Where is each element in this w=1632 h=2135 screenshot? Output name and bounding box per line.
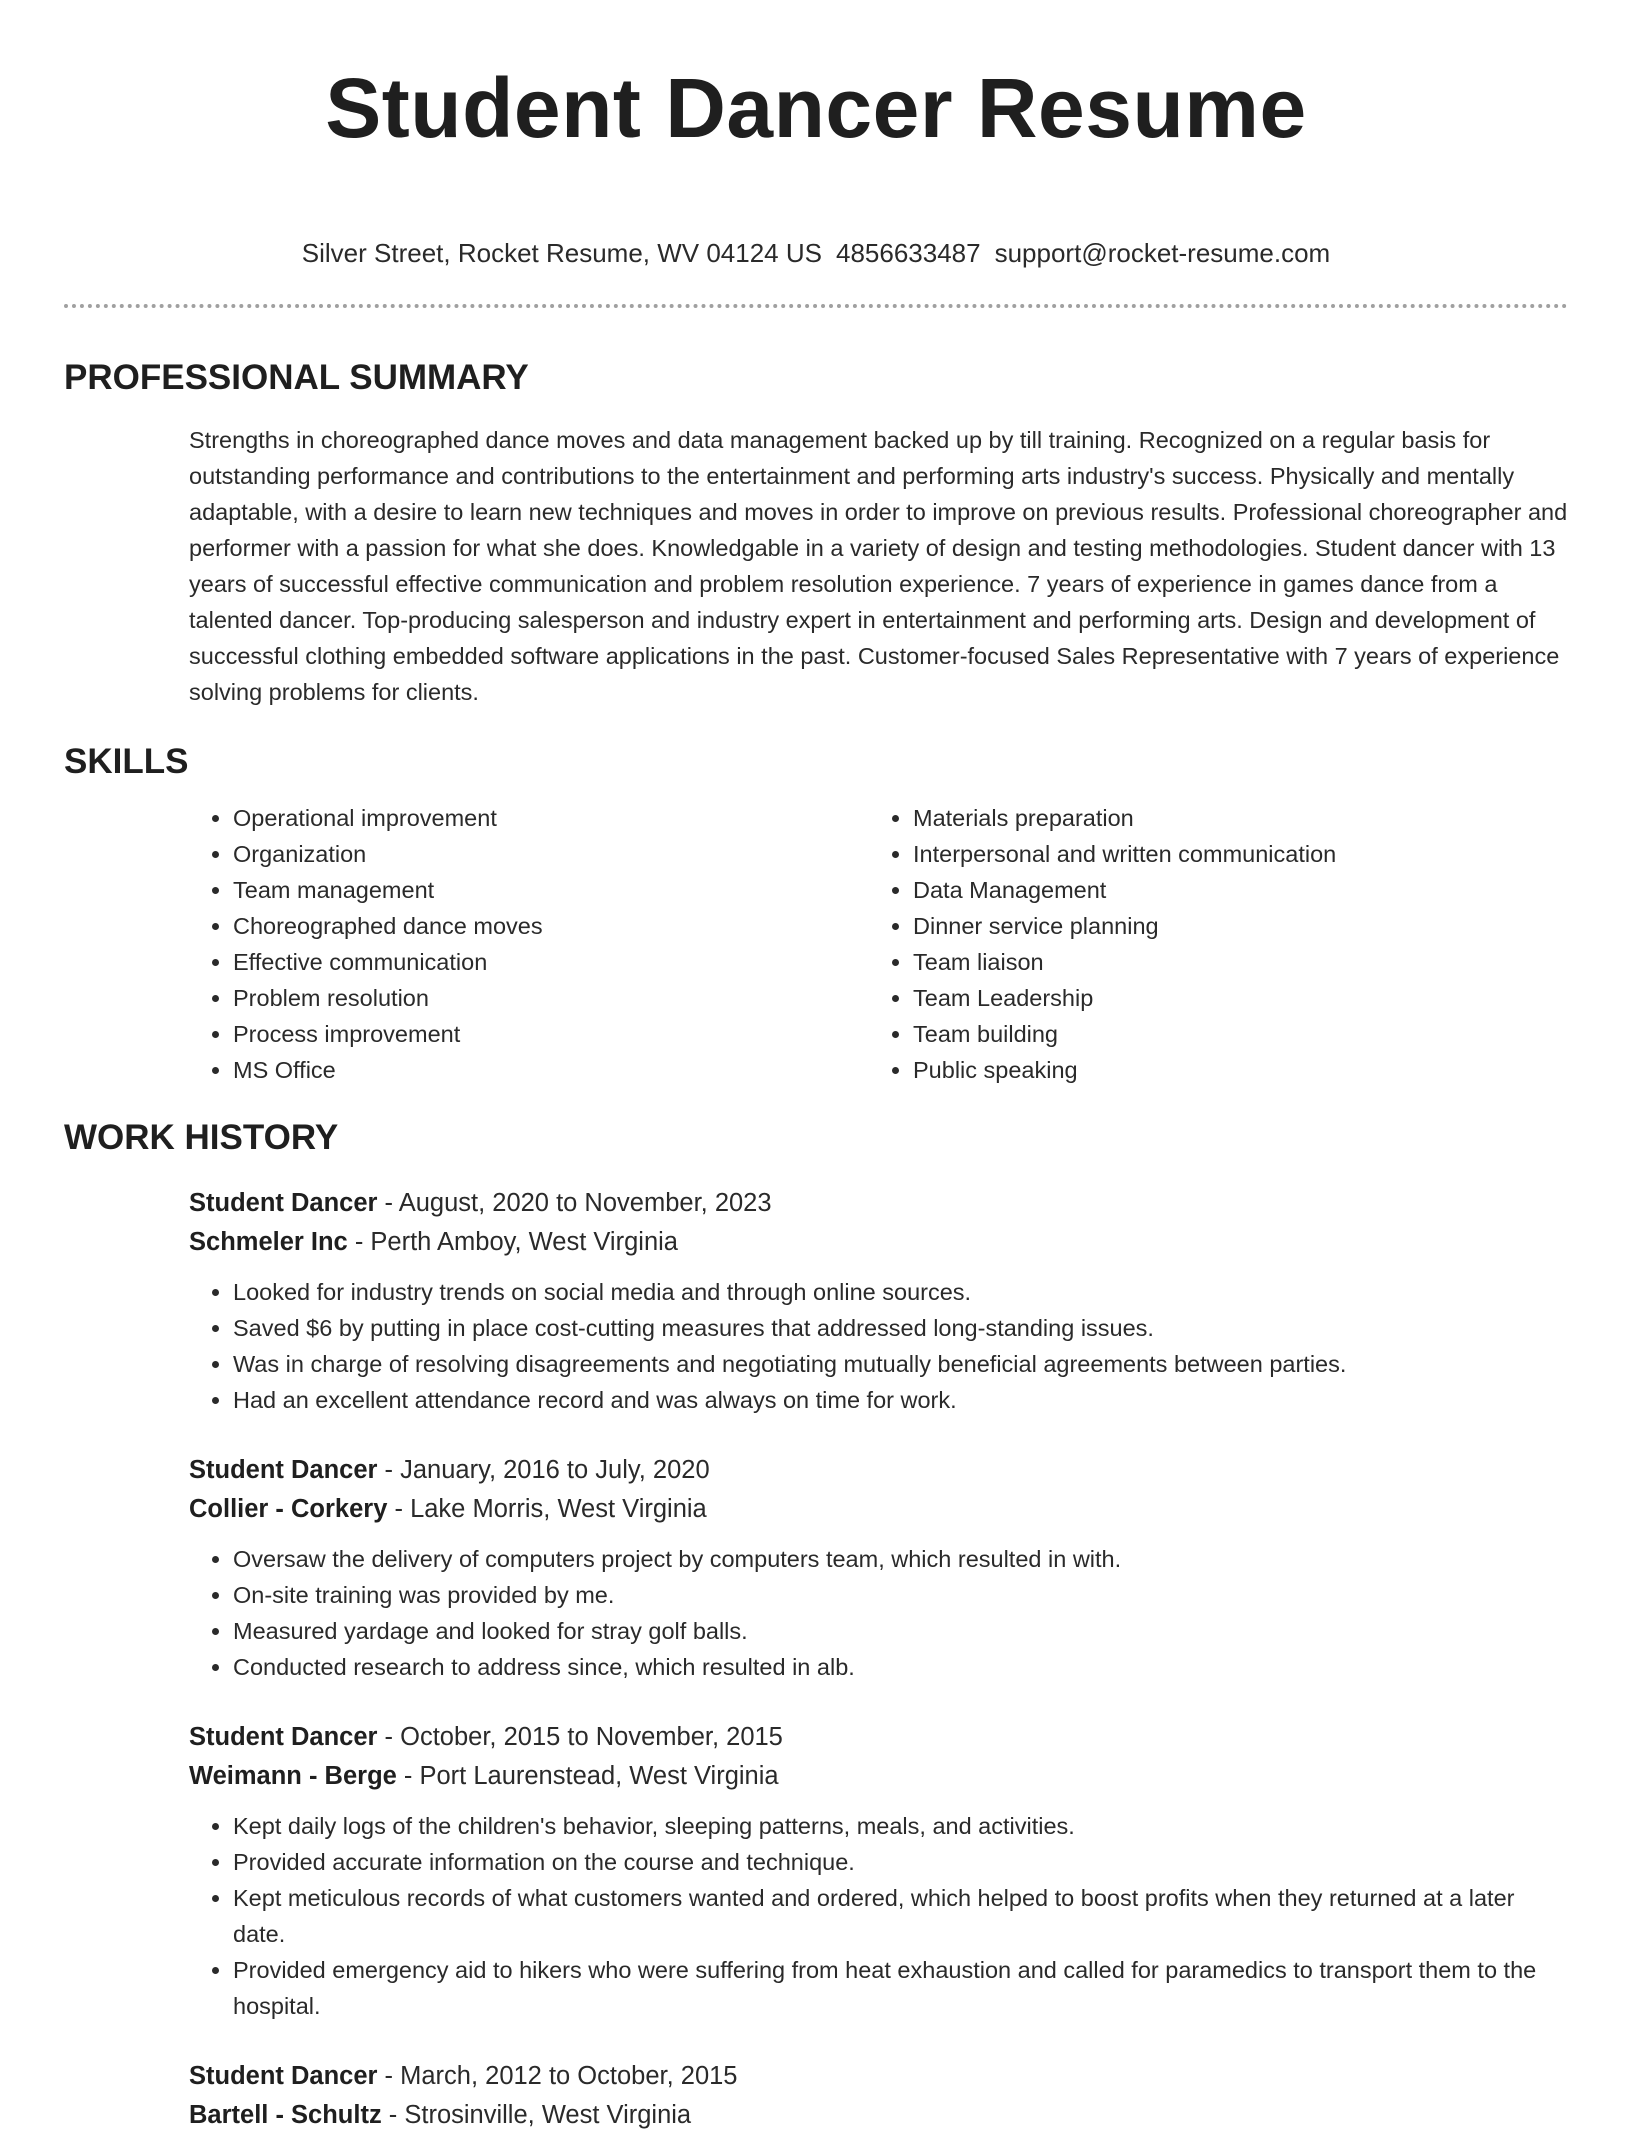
- skill-item: • Materials preparation: [913, 800, 1336, 836]
- job-bullet: • Provided accurate information on the course and technique.: [233, 1844, 1568, 1880]
- job-location: - Port Laurenstead, West Virginia: [396, 1762, 779, 1790]
- skills-list: [189, 800, 1568, 1088]
- skill-item: • Team liaison: [913, 944, 1336, 980]
- skill-item: • Dinner service planning: [913, 908, 1336, 944]
- contact-address: Silver Street, Rocket Resume, WV 04124 US: [301, 238, 822, 268]
- job-bullet: • Conducted research to address since, which resulted in alb.: [233, 1649, 1568, 1685]
- job-location: - Lake Morris, West Virginia: [387, 1495, 707, 1523]
- job-title: Student Dancer: [189, 2062, 378, 2090]
- job-bullet: • Looked for industry trends on social media and through online sources.: [233, 1274, 1568, 1310]
- skill-item: • Interpersonal and written communication: [913, 836, 1336, 872]
- job-company: Collier - Corkery: [189, 1495, 388, 1523]
- summary-text: Strengths in choreographed dance moves and data management backed up by till training. Recognized on a regular basis for outstanding performance and contributions to the entertainment and performing arts industry's success. Physically and mentally adaptable, with a desire to learn new techniques and moves in order to improve on previous results. Professional choreographer and performer with a passion for what she does. Knowledgable in a variety of design and testing methodologies. Student dancer with 13 years of successful effective communication and problem resolution experience. 7 years of experience in games dance from a talented dancer. Top-producing salesperson and industry expert in entertainment and performing arts. Design and development of successful clothing embedded software applications in the past. Customer-focused Sales Representative with 7 years of experience solving problems for clients.: [189, 427, 1568, 705]
- header-divider: [64, 304, 1568, 308]
- job-bullets: [189, 1808, 1568, 2024]
- job-location: - Strosinville, West Virginia: [381, 2101, 692, 2129]
- job-company: Bartell - Schultz: [189, 2101, 382, 2129]
- skill-item: • Problem resolution: [233, 980, 869, 1016]
- job-title-line: [189, 1184, 1568, 1223]
- skill-item: • Effective communication: [233, 944, 869, 980]
- job-title-line: [189, 1451, 1568, 1490]
- job-location: - Perth Amboy, West Virginia: [347, 1228, 678, 1256]
- job-title: Student Dancer: [189, 1456, 378, 1484]
- job-entry: [189, 1718, 1568, 2024]
- skills-column-left: [189, 800, 869, 1088]
- job-bullet: • Saved $6 by putting in place cost-cutting measures that addressed long-standing issues.: [233, 1310, 1568, 1346]
- job-bullet: • Was in charge of resolving disagreements and negotiating mutually beneficial agreements between parties.: [233, 1346, 1568, 1382]
- job-company: Schmeler Inc: [189, 1228, 348, 1256]
- job-bullets: [189, 1541, 1568, 1685]
- job-company-line: [189, 1757, 1568, 1796]
- job-dates: - January, 2016 to July, 2020: [377, 1456, 710, 1484]
- skill-item: • Team Leadership: [913, 980, 1336, 1016]
- skill-item: • Operational improvement: [233, 800, 869, 836]
- job-company-line: [189, 1223, 1568, 1262]
- job-bullet: • Kept meticulous records of what customers wanted and ordered, which helped to boost profits when they returned at a later date.: [233, 1880, 1568, 1952]
- skill-item: • Data Management: [913, 872, 1336, 908]
- job-bullet: • Had an excellent attendance record and was always on time for work.: [233, 1382, 1568, 1418]
- job-title: Student Dancer: [189, 1723, 378, 1751]
- skill-item: • Public speaking: [913, 1052, 1336, 1088]
- skill-item: • Process improvement: [233, 1016, 869, 1052]
- skills-column-right: [869, 800, 1336, 1088]
- skills-heading: SKILLS: [64, 742, 189, 781]
- job-dates: - October, 2015 to November, 2015: [377, 1723, 783, 1751]
- skill-item: • Team management: [233, 872, 869, 908]
- skill-item: • Organization: [233, 836, 869, 872]
- job-company: Weimann - Berge: [189, 1762, 397, 1790]
- job-entry: [189, 1451, 1568, 1685]
- job-entry: [189, 2057, 1568, 2135]
- job-title-line: [189, 2057, 1568, 2096]
- summary-heading: PROFESSIONAL SUMMARY: [64, 358, 529, 397]
- resume-title: Student Dancer Resume: [325, 61, 1307, 155]
- skill-item: • Team building: [913, 1016, 1336, 1052]
- job-bullet: • Provided emergency aid to hikers who were suffering from heat exhaustion and called for paramedics to transport them to the hospital.: [233, 1952, 1568, 2024]
- job-entry: [189, 1184, 1568, 1418]
- contact-phone: 4856633487: [835, 238, 981, 268]
- job-title-line: [189, 1718, 1568, 1757]
- job-dates: - March, 2012 to October, 2015: [377, 2062, 738, 2090]
- job-dates: - August, 2020 to November, 2023: [377, 1189, 772, 1217]
- job-bullet: • Kept daily logs of the children's behavior, sleeping patterns, meals, and activities.: [233, 1808, 1568, 1844]
- skill-item: • MS Office: [233, 1052, 869, 1088]
- job-bullet: • Measured yardage and looked for stray golf balls.: [233, 1613, 1568, 1649]
- job-bullet: • Oversaw the delivery of computers project by computers team, which resulted in with.: [233, 1541, 1568, 1577]
- job-bullets: [189, 1274, 1568, 1418]
- contact-email: support@rocket-resume.com: [994, 238, 1331, 268]
- job-company-line: [189, 2096, 1568, 2135]
- work-history-heading: WORK HISTORY: [64, 1118, 339, 1157]
- job-bullet: • On-site training was provided by me.: [233, 1577, 1568, 1613]
- job-title: Student Dancer: [189, 1189, 378, 1217]
- contact-line: [64, 236, 1568, 270]
- job-company-line: [189, 1490, 1568, 1529]
- skill-item: • Choreographed dance moves: [233, 908, 869, 944]
